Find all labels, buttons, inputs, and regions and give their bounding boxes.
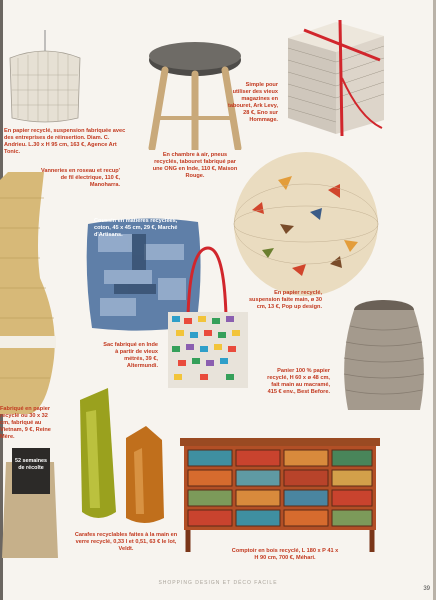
planter-tag-text: 52 semaines de récolte [14, 458, 48, 471]
vase-caption: Vanneries en roseau et recup' de fil électrique, 110 €, Manoharra. [40, 168, 120, 188]
paperlamp-caption: En papier recyclé, suspension faite main, ø 30 cm, 13 €, Pop up design. [248, 290, 322, 310]
page-number: 39 [423, 586, 430, 592]
magazines-caption: Simple pour utiliser des vieux magazines en tabouret, Ark Levy, 28 €, Eno sur Hommage. [227, 82, 278, 123]
woven-vase-image [0, 168, 64, 418]
hanging-lamp-image [0, 30, 90, 125]
dresser-caption: Comptoir en bois recyclé, L 180 x P 41 x H 90 cm, 700 €, Méhari. [231, 548, 339, 561]
rope-basket-image [334, 298, 434, 418]
planter-caption: Fabriqué en papier recyclé ou 30 x 32 cm, fabriqué au Vietnam, 9 €, Reine Mère. [0, 406, 51, 440]
page-footer: SHOPPING DESIGN ET DÉCO FACILE [158, 580, 278, 586]
lamp-caption: En papier recyclé, suspension fabriquée avec des entreprises de réinsertion. Diam. C. Andrieu. L.30 x H 95 cm, 163 €, Agence Art Tonic. [4, 128, 126, 155]
magazine-stack-image [280, 18, 390, 138]
stool-caption: En chambre à air, pneus recyclés, tabouret fabriqué par une ONG en Inde, 110 €, Maison Rouge. [152, 152, 238, 179]
basket-caption: Panier 100 % papier recyclé, H 60 x ø 48 cm, fait main au macramé, 415 € env., Best Before. [267, 368, 330, 395]
tote-bag-image [160, 246, 256, 390]
dresser-image [180, 438, 380, 554]
glass-bottles-image [72, 382, 168, 530]
bottles-caption: Carafes recyclables faites à la main en verre recyclé, 0,33 l et 0,51, 63 € le lot, Veldt. [74, 532, 178, 552]
cushion-caption: Coussin en matières recyclées, coton, 45 x 45 cm, 29 €, Marché d'Artisans. [94, 218, 178, 238]
tote-caption: Sac fabriqué en Inde à partir de vieux métrés, 39 €, Altermundi. [103, 342, 158, 369]
